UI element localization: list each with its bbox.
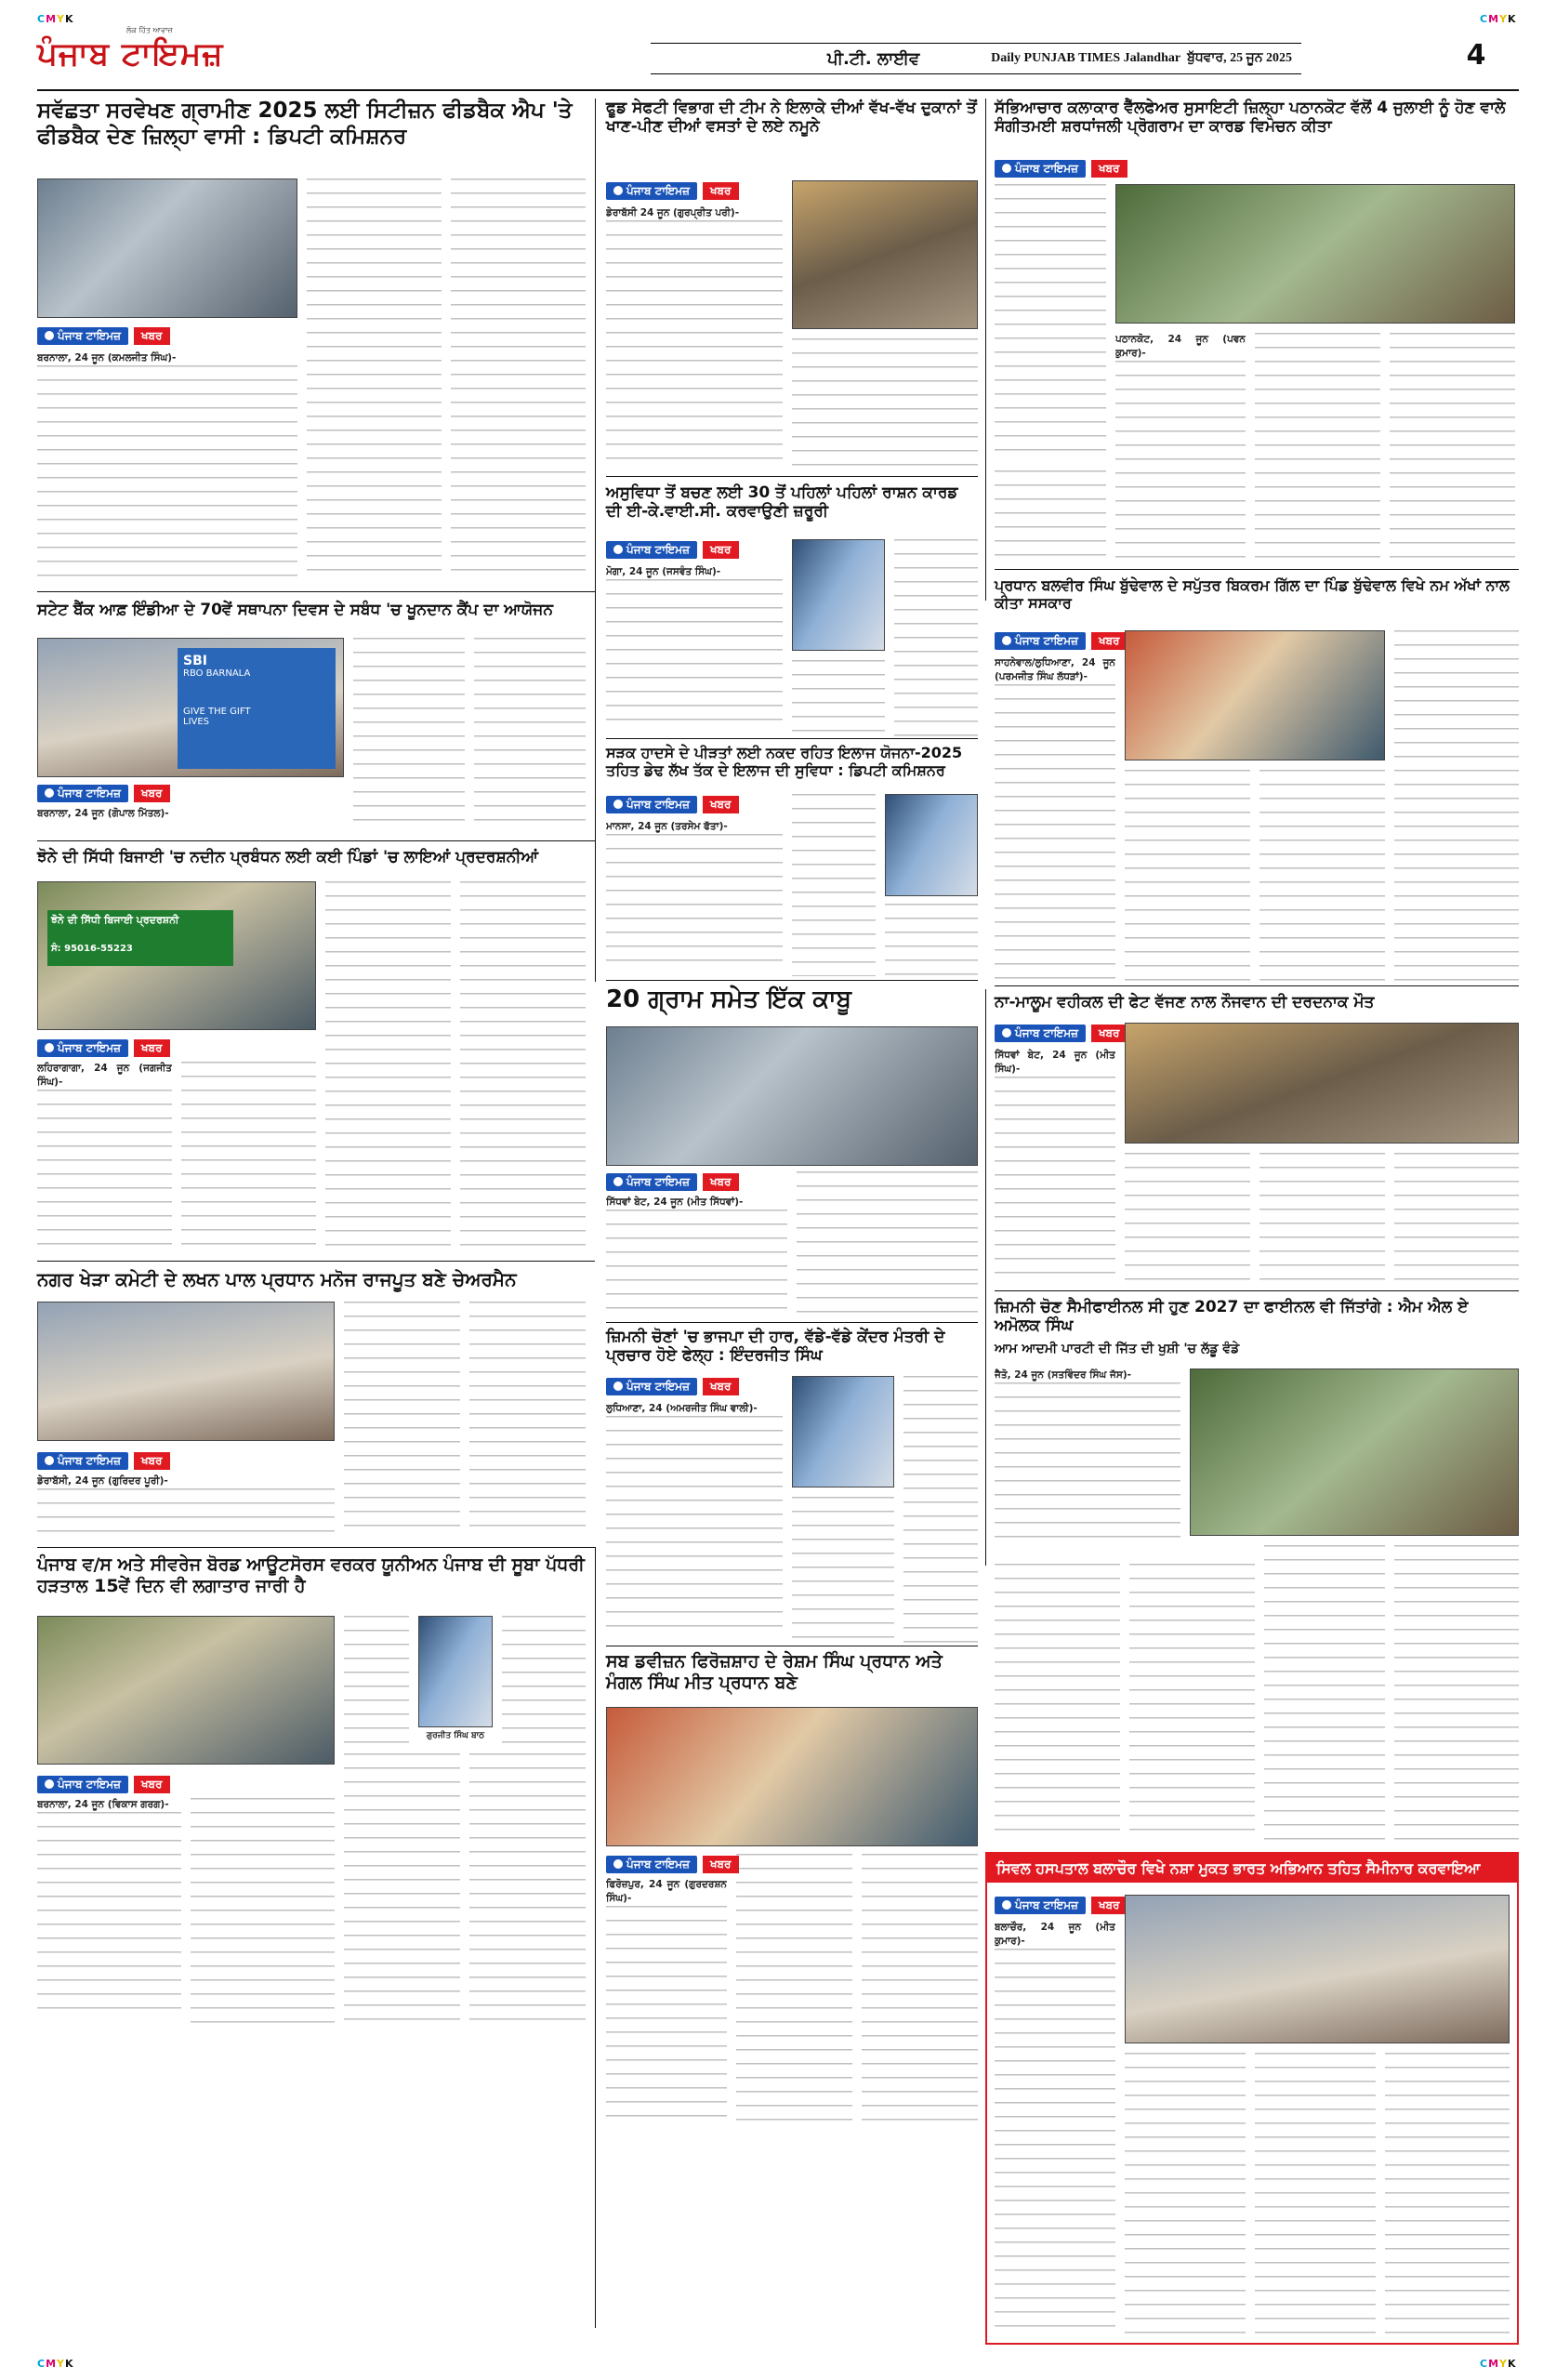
article-body: ਬਰਨਾਲਾ, 24 ਜੂਨ (ਕਮਲਜੀਤ ਸਿੰਘ)- — [37, 351, 297, 582]
photo-seminar — [1125, 1895, 1510, 2043]
photo-union-election — [606, 1707, 978, 1846]
masthead-tagline: ਲੋਕ ਹਿੱਤ ਆਵਾਜ਼ — [126, 26, 173, 34]
article-ferozeshah-union — [606, 1651, 978, 2339]
article-body: ਡੇਰਾਬੱਸੀ, 24 ਜੂਨ (ਗੁਰਿਦਰ ਪੂਰੀ)- — [37, 1474, 335, 1538]
article-body: ਫਿਰੋਜ਼ਪੁਰ, 24 ਜੂਨ (ਗੁਰਦਰਸ਼ਨ ਸਿੰਘ)- — [606, 1878, 727, 2125]
page-number: 4 — [1466, 39, 1486, 72]
headline: ਪੰਜਾਬ ਵ/ਸ ਅਤੇ ਸੀਵਰੇਜ ਬੋਰਡ ਆਊਟਸੋਰਸ ਵਰਕਰ ਯੂਨੀਅਨ ਪੰਜਾਬ ਦੀ ਸੂਬਾ ਪੱਧਰੀ ਹੜਤਾਲ 15ਵੇਂ ਦਿਨ ਵੀ ਲਗਾਤਾਰ ਜਾਰੀ ਹੈ — [37, 1554, 585, 1596]
tag-bar: ਪੰਜਾਬ ਟਾਇਮਜ਼ ਖਬਰ — [995, 158, 1127, 178]
masthead — [37, 26, 251, 84]
brand-icon — [1002, 636, 1011, 645]
brand-icon — [45, 1456, 54, 1465]
photo-dc-portrait — [885, 794, 978, 896]
cmyk-mark-bottom-right: CMYK — [1480, 2358, 1517, 2370]
tag-bar: ਪੰਜਾਬ ਟਾਇਮਜ਼ ਖਬਰ — [37, 783, 170, 803]
article-body: ਸਿੱਧਵਾਂ ਬੇਟ, 24 ਜੂਨ (ਮੀਤ ਸਿੱਧਵਾਂ)- — [606, 1196, 787, 1320]
article-cashless-treatment — [606, 744, 978, 976]
cmyk-mark-top-right: CMYK — [1480, 13, 1517, 25]
article-body-col3 — [325, 881, 451, 1253]
cmyk-mark-bottom-left: CMYK — [37, 2358, 74, 2370]
article-by-election — [995, 1294, 1519, 1843]
article-body: ਮੋਗਾ, 24 ਜੂਨ (ਜਸਵੰਤ ਸਿੰਘ)- — [606, 565, 783, 736]
article-body-col3 — [1129, 1564, 1255, 1843]
article-body-col4 — [460, 881, 586, 1253]
article-body-col3 — [474, 638, 586, 833]
article-body-col3 — [792, 1497, 894, 1644]
paper-date: Daily PUNJAB TIMES Jalandhar ਬੁੱਧਵਾਰ, 25 ਜੂਨ 2025 — [991, 51, 1292, 65]
page-header-bar — [651, 43, 1301, 74]
article-body: ਸਾਹਨੇਵਾਲ/ਲੁਧਿਆਣਾ, 24 ਜੂਨ (ਪਰਮਜੀਤ ਸਿੰਘ ਲੱਧੜਾਂ)- — [995, 656, 1115, 982]
cmyk-mark-top-left: CMYK — [37, 13, 74, 25]
tag-bar: ਪੰਜਾਬ ਟਾਇਮਜ਼ ਖਬਰ — [606, 1376, 739, 1396]
article-body-col4 — [1394, 1153, 1519, 1287]
article-body: ਜੈਤੋ, 24 ਜੂਨ (ਸਤਵਿੰਦਰ ਸਿੰਘ ਜੱਸ)- — [995, 1368, 1180, 1554]
headline: ਸਵੱਛਤਾ ਸਰਵੇਖਣ ਗ੍ਰਾਮੀਣ 2025 ਲਈ ਸਿਟੀਜ਼ਨ ਫੀਡਬੈਕ ਐਪ 'ਤੇ ਫੀਡਬੈਕ ਦੇਣ ਜ਼ਿਲ੍ਹਾ ਵਾਸੀ : ਡਿਪਟੀ ਕਮਿਸ਼ਨਰ — [37, 99, 573, 149]
photo-cremation — [1125, 630, 1385, 760]
photo-committee — [37, 1302, 335, 1441]
photo-shop-inspection — [792, 180, 978, 329]
column-rule — [985, 99, 986, 601]
brand-icon — [45, 1043, 54, 1052]
tag-bar: ਪੰਜਾਬ ਟਾਇਮਜ਼ ਖਬਰ — [37, 1774, 170, 1794]
brand-tag: ਪੰਜਾਬ ਟਾਇਮਜ਼ — [37, 327, 128, 345]
tag-bar: ਪੰਜਾਬ ਟਾਇਮਜ਼ ਖਬਰ — [995, 630, 1127, 651]
headline: ਝੋਨੇ ਦੀ ਸਿੱਧੀ ਬਿਜਾਈ 'ਚ ਨਦੀਨ ਪ੍ਰਬੰਧਨ ਲਈ ਕਈ ਪਿੰਡਾਂ 'ਚ ਲਾਇਆਂ ਪ੍ਰਦਰਸ਼ਨੀਆਂ — [37, 848, 539, 866]
photo-strike — [37, 1616, 335, 1765]
subheadline: ਆਮ ਆਦਮੀ ਪਾਰਟੀ ਦੀ ਜਿੱਤ ਦੀ ਖੁਸ਼ੀ 'ਚ ਲੱਡੂ ਵੰਡੇ — [995, 1341, 1240, 1356]
brand-icon — [613, 800, 623, 809]
brand-icon — [45, 331, 54, 340]
brand-icon — [45, 1779, 54, 1789]
tag-bar: ਪੰਜਾਬ ਟਾਇਮਜ਼ ਖਬਰ — [606, 539, 739, 560]
tag-bar: ਪੰਜਾਬ ਟਾਇਮਜ਼ ਖਬਰ — [995, 1895, 1127, 1915]
brand-icon — [613, 1382, 623, 1391]
article-paddy-sowing — [37, 848, 586, 1253]
header-rule — [37, 89, 1519, 91]
tag-bar: ਪੰਜਾਬ ਟਾਇਮਜ਼ ਖਬਰ — [37, 1038, 170, 1058]
article-bjp-defeat — [606, 1328, 978, 1644]
article-body-col3 — [792, 660, 885, 736]
brand-icon — [45, 788, 54, 798]
tag-bar: ਪੰਜਾਬ ਟਾਇਮਜ਼ ਖਬਰ — [606, 1854, 739, 1874]
article-swachhta — [37, 99, 586, 582]
article-vikram-gill-cremation — [995, 573, 1519, 982]
photo-farm-demonstration — [37, 881, 316, 1030]
article-artists-society — [995, 99, 1519, 563]
article-nagar-kheda — [37, 1268, 586, 1538]
photo-celebration — [1190, 1368, 1519, 1536]
headline: 20 ਗ੍ਰਾਮ ਸਮੇਤ ਇੱਕ ਕਾਬੂ — [606, 985, 851, 1013]
brand-icon — [613, 1859, 623, 1869]
photo-meeting — [37, 178, 297, 318]
article-body-col3 — [344, 1616, 409, 1746]
tag-bar: ਪੰਜਾਬ ਟਾਇਮਜ਼ ਖਬਰ — [37, 325, 170, 346]
sbi-banner: SBI RBO BARNALA GIVE THE GIFT LIVES — [178, 648, 336, 769]
article-body-col3 — [862, 1854, 978, 2125]
article-sbi-blood-camp — [37, 601, 586, 833]
photo-leader-portrait — [792, 1376, 894, 1488]
article-body-col2 — [344, 1302, 460, 1538]
byline-union-leader: ਗੁਰਜੀਤ ਸਿੰਘ ਬਾਠ — [426, 1731, 485, 1740]
article-body: ਲਹਿਰਾਗਾਗਾ, 24 ਜੂਨ (ਜਗਜੀਤ ਸਿੰਘ)- — [37, 1062, 172, 1253]
article-body-col6 — [469, 1753, 586, 2029]
article-body-col4 — [1394, 630, 1519, 982]
article-sewerage-strike — [37, 1554, 586, 2345]
article-body-col2 — [181, 1062, 316, 1253]
article-body-col5 — [344, 1753, 460, 2029]
photo-union-leader — [418, 1616, 493, 1727]
tag-bar: ਪੰਜਾਬ ਟਾਇਮਜ਼ ਖਬਰ — [606, 180, 739, 201]
article-body-col2 — [1125, 2053, 1246, 2339]
photo-accident-site — [1125, 1023, 1519, 1144]
article-body-col3 — [1255, 333, 1380, 563]
article-body-col1 — [995, 184, 1106, 463]
article-body-col2 — [995, 1564, 1120, 1843]
hidden-byline — [930, 1655, 978, 1656]
article-body: ਲੁਧਿਆਣਾ, 24 (ਅਮਰਜੀਤ ਸਿੰਘ ਵਾਲੀ)- — [606, 1402, 783, 1644]
article-body-col3 — [1259, 1153, 1385, 1287]
photo-card-release — [1115, 184, 1515, 324]
article-body: ਪਠਾਨਕੋਟ, 24 ਜੂਨ (ਪਵਨ ਕੁਮਾਰ)- — [1115, 333, 1246, 563]
article-body: ਬਰਨਾਲਾ, 24 ਜੂਨ (ਵਿਕਾਸ ਗਰਗ)- — [37, 1798, 181, 2029]
farm-banner: ਝੋਨੇ ਦੀ ਸਿੱਧੀ ਬਿਜਾਈ ਪ੍ਰਦਰਸ਼ਨੀ ਸੰ: 95016-55223 — [47, 910, 233, 966]
article-body-col2 — [1125, 1153, 1250, 1287]
article-body-col3 — [885, 904, 978, 976]
article-body-col4 — [1390, 333, 1515, 563]
article-road-accident — [995, 989, 1519, 1287]
article-body: ਡੇਰਾਬੱਸੀ 24 ਜੂਨ (ਗੁਰਪ੍ਰੀਤ ਪਰੀ)- — [606, 206, 783, 470]
masthead-logo: ਪੰਜਾਬ ਟਾਇਮਜ਼ — [37, 35, 224, 73]
headline: ਜ਼ਿਮਨੀ ਚੋਣ ਸੈਮੀਫਾਈਨਲ ਸੀ ਹੁਣ 2027 ਦਾ ਫਾਈਨਲ ਵੀ ਜਿੱਤਾਂਗੇ : ਐਮ ਐਲ ਏ ਅਮੋਲਕ ਸਿੰਘ — [995, 1298, 1469, 1336]
brand-icon — [1002, 1900, 1011, 1910]
article-ration-card — [606, 476, 978, 736]
article-body-col2 — [903, 1376, 978, 1644]
headline: ਫੂਡ ਸੇਫਟੀ ਵਿਭਾਗ ਦੀ ਟੀਮ ਨੇ ਇਲਾਕੇ ਦੀਆਂ ਵੱਖ-ਵੱਖ ਦੁਕਾਨਾਂ ਤੋਂ ਖਾਣ-ਪੀਣ ਦੀਆਂ ਵਸਤਾਂ ਦੇ ਲਏ ਨਮੂਨੇ — [606, 99, 977, 137]
article-body-col4 — [1264, 1545, 1385, 1843]
headline: ਨਾ-ਮਾਲੂਮ ਵਹੀਕਲ ਦੀ ਫੇਟ ਵੱਜਣ ਨਾਲ ਨੌਜਵਾਨ ਦੀ ਦਰਦਨਾਕ ਮੌਤ — [995, 993, 1375, 1012]
brand-icon — [613, 186, 623, 195]
brand-icon — [613, 1177, 623, 1186]
article-body-col2 — [792, 338, 978, 470]
column-rule — [595, 99, 596, 982]
headline: ਪ੍ਰਧਾਨ ਬਲਵੀਰ ਸਿੰਘ ਬੁੱਢੇਵਾਲ ਦੇ ਸਪੁੱਤਰ ਬਿਕਰਮ ਗਿੱਲ ਦਾ ਪਿੰਡ ਬੁੱਢੇਵਾਲ ਵਿਖੇ ਨਮ ਅੱਖਾਂ ਨਾਲ ਕੀਤਾ ਸਸਕਾਰ — [995, 576, 1510, 613]
article-body-col2 — [797, 1171, 978, 1320]
brand-icon — [1002, 1028, 1011, 1038]
section-title: ਪੀ.ਟੀ. ਲਾਈਵ — [827, 49, 920, 69]
article-body-col1b — [995, 470, 1106, 563]
tag-bar: ਪੰਜਾਬ ਟਾਇਮਜ਼ ਖਬਰ — [995, 1023, 1127, 1043]
article-drug-free-seminar — [985, 1852, 1519, 2345]
headline: ਅਸੁਵਿਧਾ ਤੋਂ ਬਚਣ ਲਈ 30 ਤੋਂ ਪਹਿਲਾਂ ਪਹਿਲਾਂ ਰਾਸ਼ਨ ਕਾਰਡ ਦੀ ਈ-ਕੇ.ਵਾਈ.ਸੀ. ਕਰਵਾਉਣੀ ਜ਼ਰੂਰੀ — [606, 483, 958, 522]
article-body-col3 — [1255, 2053, 1376, 2339]
article-body-col2 — [191, 1798, 335, 2029]
headline: ਸਟੇਟ ਬੈਂਕ ਆਫ਼ ਇੰਡੀਆ ਦੇ 70ਵੇਂ ਸਥਾਪਨਾ ਦਿਵਸ ਦੇ ਸਬੰਧ 'ਚ ਖੂਨਦਾਨ ਕੈਂਪ ਦਾ ਆਯੋਜਨ — [37, 601, 553, 619]
article-body-col2 — [894, 539, 978, 736]
headline: ਸਬ ਡਵੀਜ਼ਨ ਫਿਰੋਜ਼ਸ਼ਾਹ ਦੇ ਰੇਸ਼ਮ ਸਿੰਘ ਪ੍ਰਧਾਨ ਅਤੇ ਮੰਗਲ ਸਿੰਘ ਮੀਤ ਪ੍ਰਧਾਨ ਬਣੇ — [606, 1651, 943, 1693]
article-body: ਸਿੱਧਵਾਂ ਬੇਟ, 24 ਜੂਨ (ਮੀਤ ਸਿੰਘ)- — [995, 1049, 1115, 1287]
article-body-col3 — [469, 1302, 586, 1538]
headline: ਨਗਰ ਖੇੜਾ ਕਮੇਟੀ ਦੇ ਲਖਨ ਪਾਲ ਪ੍ਰਧਾਨ ਮਨੋਜ ਰਾਜਪੂਤ ਬਣੇ ਚੇਅਰਮੈਨ — [37, 1268, 517, 1290]
article-arrest-20-gram — [606, 985, 978, 1320]
headline: ਸਿਵਲ ਹਸਪਤਾਲ ਬਲਾਚੌਰ ਵਿਖੇ ਨਸ਼ਾ ਮੁਕਤ ਭਾਰਤ ਅਭਿਆਨ ਤਹਿਤ ਸੈਮੀਨਾਰ ਕਰਵਾਇਆ — [987, 1854, 1517, 1883]
article-body-col5 — [1394, 1545, 1519, 1843]
article-body: ਬਰਨਾਲਾ, 24 ਜੂਨ (ਗੋਪਾਲ ਮਿੱਤਲ)- — [37, 808, 169, 819]
photo-police-arrest — [606, 1026, 978, 1166]
article-body: ਮਾਨਸਾ, 24 ਜੂਨ (ਤਰਸੇਮ ਫੱਤਾ)- — [606, 820, 783, 976]
tag-bar: ਪੰਜਾਬ ਟਾਇਮਜ਼ ਖਬਰ — [606, 1171, 739, 1192]
headline: ਸੜਕ ਹਾਦਸੇ ਦੇ ਪੀੜਤਾਂ ਲਈ ਨਕਦ ਰਹਿਤ ਇਲਾਜ ਯੋਜਨਾ-2025 ਤਹਿਤ ਡੇਢ ਲੱਖ ਤੱਕ ਦੇ ਇਲਾਜ ਦੀ ਸੁਵਿਧਾ : ਡਿਪਟੀ ਕਮਿਸ਼ਨਰ — [606, 744, 963, 780]
tag-bar: ਪੰਜਾਬ ਟਾਇਮਜ਼ ਖਬਰ — [37, 1450, 170, 1471]
tag-bar: ਪੰਜਾਬ ਟਾਇਮਜ਼ ਖਬਰ — [606, 794, 739, 814]
brand-icon — [1002, 164, 1011, 173]
article-body-col4 — [1385, 2053, 1510, 2339]
brand-icon — [613, 545, 623, 554]
article-body-col2 — [792, 794, 876, 976]
article-food-safety — [606, 99, 978, 470]
article-body-col3 — [451, 178, 586, 582]
article-body: ਬਲਾਚੌਰ, 24 ਜੂਨ (ਮੀਤ ਕੁਮਾਰ)- — [995, 1921, 1115, 2339]
article-body-col3 — [1259, 770, 1385, 982]
headline: ਸੱਭਿਆਚਾਰ ਕਲਾਕਾਰ ਵੈੱਲਫੇਅਰ ਸੁਸਾਇਟੀ ਜ਼ਿਲ੍ਹਾ ਪਠਾਨਕੋਟ ਵੱਲੋਂ 4 ਜੁਲਾਈ ਨੂੰ ਹੋਣ ਵਾਲੇ ਸੰਗੀਤਮਈ ਸ਼ਰਧਾਂਜਲੀ ਪ੍ਰੋਗਰਾਮ ਦਾ ਕਾਰਡ ਵਿਮੋਚਨ ਕੀਤਾ — [995, 99, 1506, 137]
article-body-col2 — [307, 178, 442, 582]
photo-official-portrait — [792, 539, 885, 651]
article-body-col4 — [502, 1616, 586, 1746]
photo-blood-camp — [37, 638, 344, 777]
article-body-col2 — [1125, 770, 1250, 982]
article-body-col2 — [736, 1854, 852, 2125]
article-body-col2 — [353, 638, 465, 833]
headline: ਜ਼ਿਮਨੀ ਚੋਣਾਂ 'ਚ ਭਾਜਪਾ ਦੀ ਹਾਰ, ਵੱਡੇ-ਵੱਡੇ ਕੇਂਦਰ ਮੰਤਰੀ ਦੇ ਪ੍ਰਚਾਰ ਹੋਏ ਫੇਲ੍ਹ : ਇੰਦਰਜੀਤ ਸਿੰਘ — [606, 1328, 945, 1366]
